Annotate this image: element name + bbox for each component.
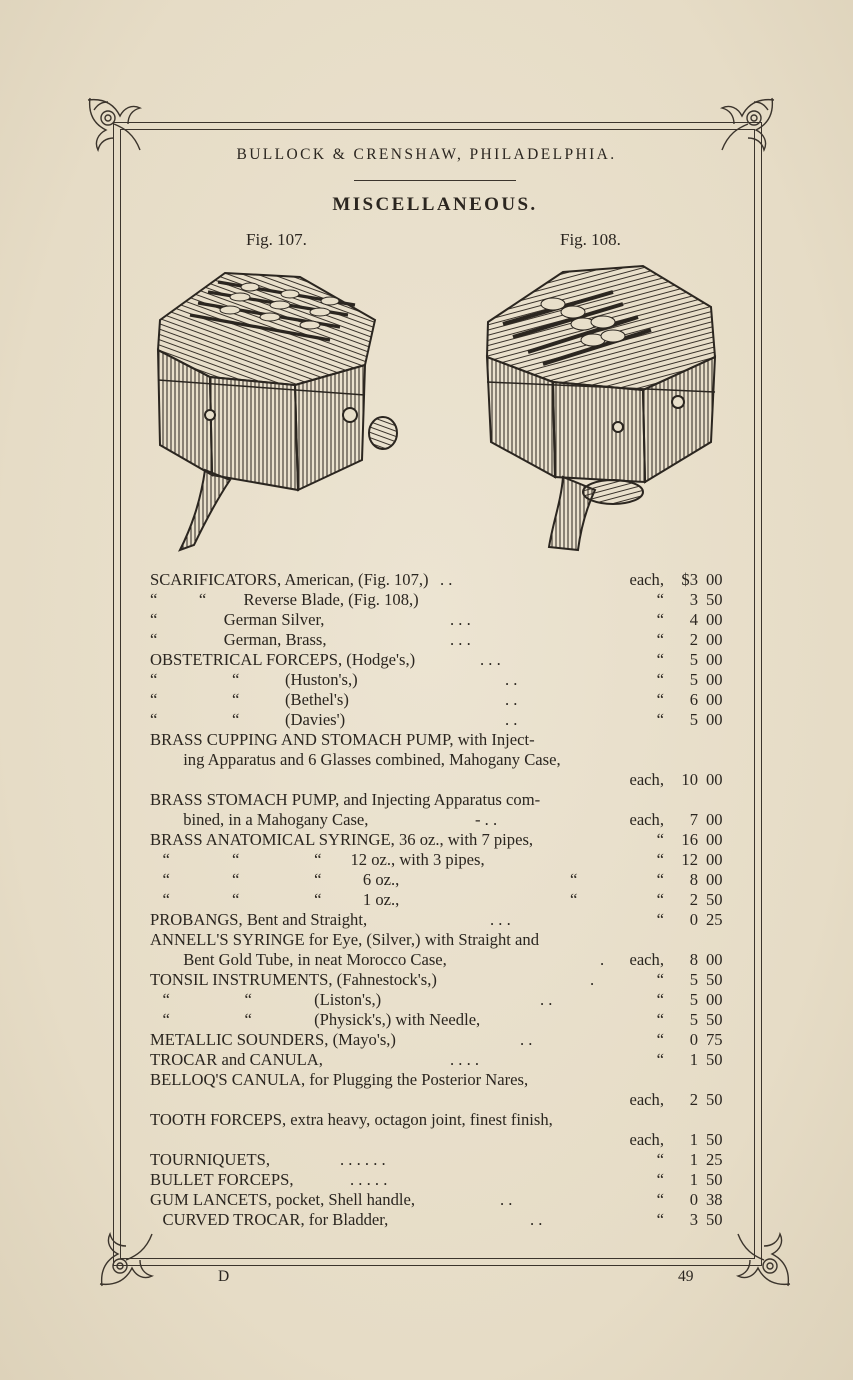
leader-dots: . xyxy=(590,970,595,989)
price-cents: 50 xyxy=(706,590,723,609)
item-description: “ “ (Davies') xyxy=(150,710,346,729)
price-dollars: 5 xyxy=(689,1010,698,1029)
price-unit: “ xyxy=(656,630,664,649)
price-unit: “ xyxy=(656,710,664,729)
item-description: bined, in a Mahogany Case, xyxy=(150,810,369,829)
item-description: “ German, Brass, xyxy=(150,630,327,649)
price-list-row xyxy=(150,1050,750,1070)
leader-dots: . . . . . . xyxy=(340,1150,386,1169)
price-list-row xyxy=(150,810,750,830)
price-list-row xyxy=(150,850,750,870)
item-description: METALLIC SOUNDERS, (Mayo's,) xyxy=(150,1030,396,1049)
price-dollars: 4 xyxy=(689,610,698,629)
price-list-row xyxy=(150,1090,750,1110)
leader-dots: . . xyxy=(540,990,553,1009)
price-unit: “ xyxy=(656,830,664,849)
price-cents: 00 xyxy=(706,810,723,829)
price-list-row xyxy=(150,1210,750,1230)
item-description: CURVED TROCAR, for Bladder, xyxy=(150,1210,389,1229)
price-list-row xyxy=(150,710,750,730)
price-list-row xyxy=(150,650,750,670)
item-description: OBSTETRICAL FORCEPS, (Hodge's,) xyxy=(150,650,416,669)
leader-dots: - . . xyxy=(475,810,498,829)
price-list-row xyxy=(150,790,750,810)
price-dollars: 2 xyxy=(689,630,698,649)
price-dollars: 7 xyxy=(689,810,698,829)
price-list-row xyxy=(150,1030,750,1050)
price-cents: 00 xyxy=(706,950,723,969)
item-description: “ German Silver, xyxy=(150,610,325,629)
price-unit: “ xyxy=(656,670,664,689)
price-list-row xyxy=(150,830,750,850)
price-cents: 50 xyxy=(706,1090,723,1109)
price-cents: 00 xyxy=(706,650,723,669)
item-description: TOOTH FORCEPS, extra heavy, octagon joint, finest finish, xyxy=(150,1110,553,1129)
price-unit: “ xyxy=(656,990,664,1009)
price-cents: 25 xyxy=(706,1150,723,1169)
price-cents: 50 xyxy=(706,1210,723,1229)
item-description: “ “ “ 1 oz., xyxy=(150,890,400,909)
price-unit: “ xyxy=(656,610,664,629)
price-dollars: 0 xyxy=(689,910,698,929)
price-cents: 00 xyxy=(706,990,723,1009)
figure-label-108: Fig. 108. xyxy=(560,230,621,249)
page-number: 49 xyxy=(678,1268,694,1285)
price-list-row xyxy=(150,910,750,930)
item-description: “ “ (Huston's,) xyxy=(150,670,358,689)
price-list-row xyxy=(150,690,750,710)
item-description: BRASS CUPPING AND STOMACH PUMP, with Inject- xyxy=(150,730,535,749)
price-list-row xyxy=(150,1010,750,1030)
price-cents: 50 xyxy=(706,1170,723,1189)
price-cents: 00 xyxy=(706,670,723,689)
item-description: “ “ “ 6 oz., xyxy=(150,870,400,889)
price-unit: “ xyxy=(656,910,664,929)
price-list xyxy=(150,570,750,1230)
leader-dots: . . xyxy=(505,670,518,689)
price-cents: 00 xyxy=(706,830,723,849)
price-unit: each, xyxy=(629,1130,664,1149)
item-description: ANNELL'S SYRINGE for Eye, (Silver,) with Straight and xyxy=(150,930,539,949)
price-cents: 00 xyxy=(706,870,723,889)
price-dollars: 8 xyxy=(689,870,698,889)
price-unit: each, xyxy=(629,1090,664,1109)
price-cents: 25 xyxy=(706,910,723,929)
price-cents: 00 xyxy=(706,770,723,789)
item-description: GUM LANCETS, pocket, Shell handle, xyxy=(150,1190,416,1209)
price-list-row xyxy=(150,990,750,1010)
price-unit: “ xyxy=(656,870,664,889)
price-dollars: 16 xyxy=(681,830,698,849)
leader-dots: . . xyxy=(440,570,453,589)
price-unit: each, xyxy=(629,770,664,789)
leader-dots: . . xyxy=(505,690,518,709)
price-unit: “ xyxy=(656,890,664,909)
price-list-row xyxy=(150,1130,750,1150)
price-dollars: 0 xyxy=(689,1190,698,1209)
item-description: Bent Gold Tube, in neat Morocco Case, xyxy=(150,950,447,969)
item-description: BRASS ANATOMICAL SYRINGE, 36 oz., with 7 pipes, xyxy=(150,830,534,849)
price-dollars: 0 xyxy=(689,1030,698,1049)
price-dollars: 1 xyxy=(689,1050,698,1069)
price-unit: each, xyxy=(629,570,664,589)
item-description: “ “ (Liston's,) xyxy=(150,990,382,1009)
price-list-row xyxy=(150,570,750,590)
price-unit: “ xyxy=(656,1030,664,1049)
running-head: BULLOCK & CRENSHAW, PHILADELPHIA. xyxy=(236,146,617,163)
signature-mark: D xyxy=(218,1268,230,1285)
price-dollars: 5 xyxy=(689,970,698,989)
leader-dots: “ xyxy=(570,870,578,889)
price-cents: 00 xyxy=(706,710,723,729)
price-dollars: 1 xyxy=(689,1150,698,1169)
leader-dots: . . . xyxy=(450,610,471,629)
price-unit: “ xyxy=(656,1190,664,1209)
price-dollars: 5 xyxy=(689,990,698,1009)
price-list-row xyxy=(150,1190,750,1210)
price-unit: “ xyxy=(656,970,664,989)
price-list-row xyxy=(150,750,750,770)
leader-dots: . . . . xyxy=(450,1050,480,1069)
price-dollars: 10 xyxy=(681,770,698,789)
item-description: PROBANGS, Bent and Straight, xyxy=(150,910,368,929)
price-cents: 50 xyxy=(706,1130,723,1149)
price-list-row xyxy=(150,970,750,990)
price-list-row xyxy=(150,770,750,790)
price-dollars: 6 xyxy=(689,690,698,709)
price-list-row xyxy=(150,1150,750,1170)
price-unit: “ xyxy=(656,1210,664,1229)
item-description: ing Apparatus and 6 Glasses combined, Mahogany Case, xyxy=(150,750,561,769)
price-list-row xyxy=(150,610,750,630)
price-dollars: 1 xyxy=(689,1170,698,1189)
price-dollars: 8 xyxy=(689,950,698,969)
price-unit: “ xyxy=(656,1150,664,1169)
item-description: “ “ “ 12 oz., with 3 pipes, xyxy=(150,850,485,869)
price-list-row xyxy=(150,930,750,950)
price-cents: 50 xyxy=(706,970,723,989)
price-unit: “ xyxy=(656,1010,664,1029)
price-cents: 50 xyxy=(706,1010,723,1029)
leader-dots: . xyxy=(600,950,605,969)
price-dollars: 1 xyxy=(689,1130,698,1149)
item-description: BULLET FORCEPS, xyxy=(150,1170,294,1189)
price-list-row xyxy=(150,590,750,610)
price-list-row xyxy=(150,1110,750,1130)
leader-dots: . . . xyxy=(480,650,501,669)
leader-dots: . . xyxy=(530,1210,543,1229)
price-cents: 75 xyxy=(706,1030,723,1049)
item-description: BELLOQ'S CANULA, for Plugging the Posterior Nares, xyxy=(150,1070,529,1089)
price-dollars: 3 xyxy=(689,1210,698,1229)
price-cents: 38 xyxy=(706,1190,723,1209)
price-dollars: $3 xyxy=(681,570,698,589)
item-description: SCARIFICATORS, American, (Fig. 107,) xyxy=(150,570,429,589)
price-unit: each, xyxy=(629,950,664,969)
leader-dots: . . . . . xyxy=(350,1170,388,1189)
item-description: “ “ (Bethel's) xyxy=(150,690,349,709)
item-description: TROCAR and CANULA, xyxy=(150,1050,323,1069)
price-cents: 00 xyxy=(706,630,723,649)
leader-dots: . . . xyxy=(450,630,471,649)
price-dollars: 2 xyxy=(689,890,698,909)
price-unit: “ xyxy=(656,1170,664,1189)
price-dollars: 5 xyxy=(689,710,698,729)
price-list-row xyxy=(150,950,750,970)
price-cents: 00 xyxy=(706,690,723,709)
section-title: MISCELLANEOUS. xyxy=(332,194,538,215)
leader-dots: “ xyxy=(570,890,578,909)
head-rule xyxy=(354,180,516,181)
price-dollars: 3 xyxy=(689,590,698,609)
item-description: “ “ (Physick's,) with Needle, xyxy=(150,1010,481,1029)
item-description: TONSIL INSTRUMENTS, (Fahnestock's,) xyxy=(150,970,437,989)
leader-dots: . . xyxy=(505,710,518,729)
scarificator-illustration-fig-108 xyxy=(483,262,723,554)
item-description: “ “ Reverse Blade, (Fig. 108,) xyxy=(150,590,419,609)
price-unit: “ xyxy=(656,650,664,669)
price-dollars: 2 xyxy=(689,1090,698,1109)
price-cents: 50 xyxy=(706,1050,723,1069)
leader-dots: . . xyxy=(500,1190,513,1209)
price-dollars: 5 xyxy=(689,670,698,689)
price-cents: 50 xyxy=(706,890,723,909)
price-list-row xyxy=(150,1070,750,1090)
price-unit: “ xyxy=(656,690,664,709)
price-list-row xyxy=(150,670,750,690)
price-unit: “ xyxy=(656,850,664,869)
price-list-row xyxy=(150,890,750,910)
price-cents: 00 xyxy=(706,610,723,629)
price-list-row xyxy=(150,630,750,650)
scarificator-illustration-fig-107 xyxy=(150,265,405,555)
item-description: BRASS STOMACH PUMP, and Injecting Apparatus com- xyxy=(150,790,541,809)
price-list-row xyxy=(150,870,750,890)
price-list-row xyxy=(150,730,750,750)
price-unit: “ xyxy=(656,1050,664,1069)
price-list-row xyxy=(150,1170,750,1190)
leader-dots: . . . xyxy=(490,910,511,929)
price-cents: 00 xyxy=(706,570,723,589)
item-description: TOURNIQUETS, xyxy=(150,1150,270,1169)
price-dollars: 5 xyxy=(689,650,698,669)
price-unit: “ xyxy=(656,590,664,609)
leader-dots: . . xyxy=(520,1030,533,1049)
price-cents: 00 xyxy=(706,850,723,869)
price-dollars: 12 xyxy=(681,850,698,869)
price-unit: each, xyxy=(629,810,664,829)
figure-label-107: Fig. 107. xyxy=(246,230,307,249)
